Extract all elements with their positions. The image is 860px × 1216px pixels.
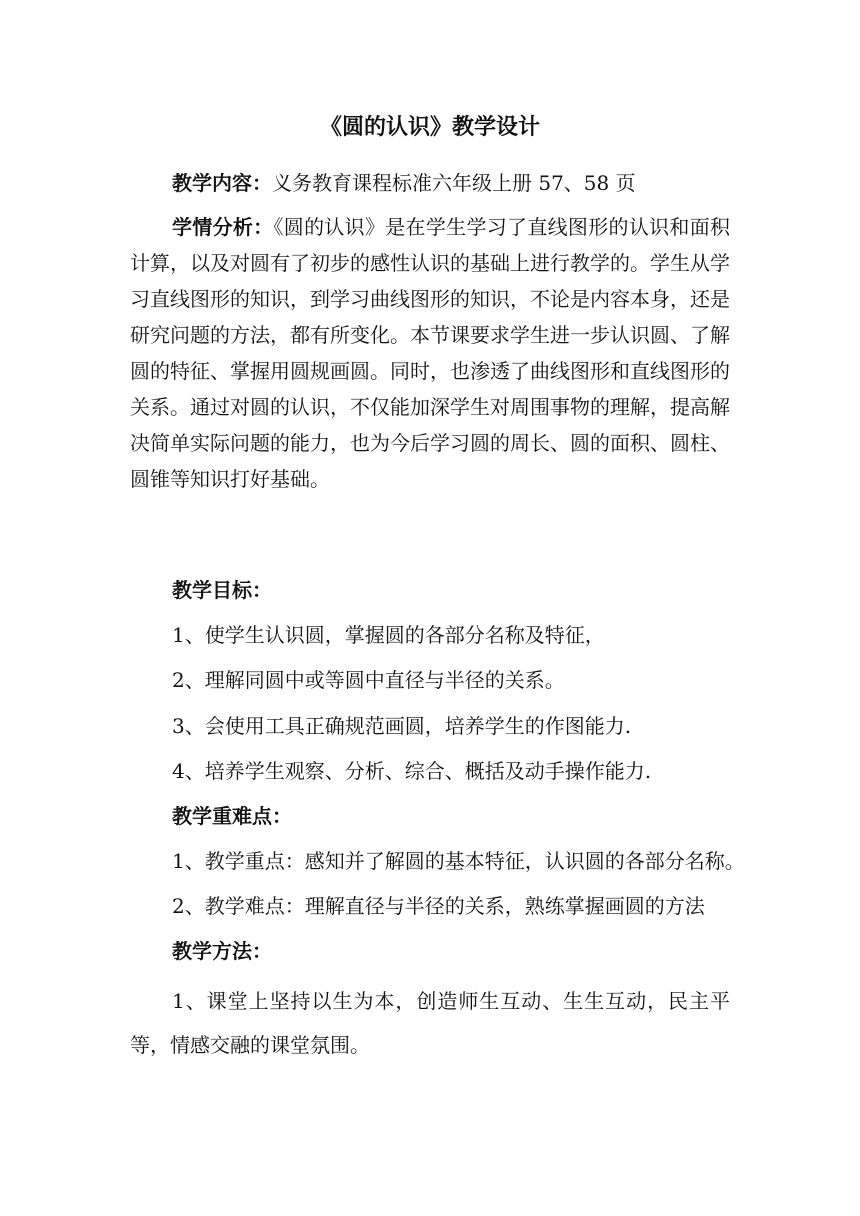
teaching-content-label: 教学内容：: [172, 171, 272, 195]
document-title: 《圆的认识》教学设计: [319, 115, 540, 140]
goal-item: 4、培养学生观察、分析、综合、概括及动手操作能力.: [172, 759, 652, 783]
goal-item: 3、会使用工具正确规范画圆，培养学生的作图能力.: [172, 714, 632, 738]
goals-heading: 教学目标：: [172, 578, 272, 602]
teaching-content-line: [172, 168, 636, 198]
keypoint-item: 1、教学重点：感知并了解圆的基本特征，认识圆的各部分名称。: [172, 849, 745, 873]
learning-analysis-text: 《圆的认识》是在学生学习了直线图形的认识和面积计算，以及对圆有了初步的感性认识的基础上进行教学的。学生从学习直线图形的知识，到学习曲线图形的知识，不论是内容本身，还是研究问题的方法，都有所变化。本节课要求学生进一步认识圆、了解圆的特征、掌握用圆规画圆。同时，也渗透了曲线图形和直线图形的关系。通过对圆的认识，不仅能加深学生对周围事物的理解，提高解决简单实际问题的能力，也为今后学习圆的周长、圆的面积、圆柱、圆锥等知识打好基础。: [130, 215, 731, 491]
keypoint-item: 2、教学难点：理解直径与半径的关系，熟练掌握画圆的方法: [172, 894, 705, 918]
goal-item: 2、理解同圆中或等圆中直径与半径的关系。: [172, 668, 565, 692]
keypoints-heading: 教学重难点：: [172, 804, 292, 828]
methods-heading: 教学方法：: [172, 939, 272, 963]
learning-analysis-label: 学情分析：: [172, 215, 274, 239]
goal-item: 1、使学生认识圆，掌握圆的各部分名称及特征，: [172, 623, 605, 647]
teaching-content-text: 义务教育课程标准六年级上册 57、58 页: [272, 171, 636, 195]
methods-paragraph: 1、课堂上坚持以生为本，创造师生互动、生生互动，民主平等，情感交融的课堂氛围。: [130, 989, 730, 1057]
learning-analysis-paragraph: [130, 209, 730, 497]
